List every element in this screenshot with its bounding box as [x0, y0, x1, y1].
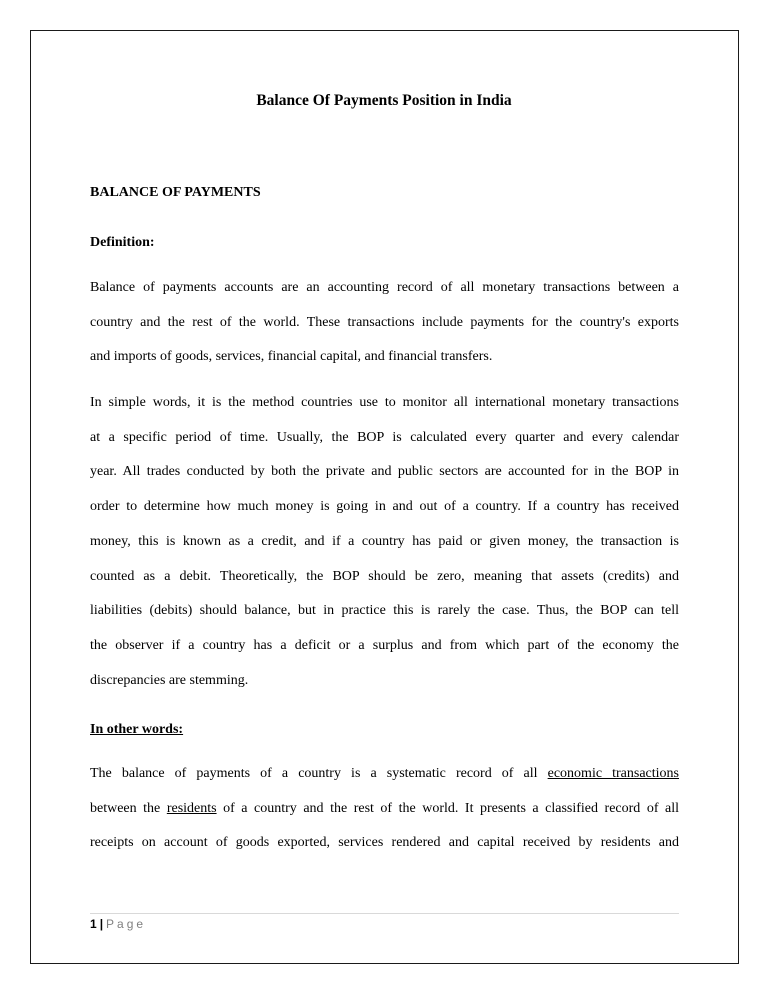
paragraph-line	[90, 792, 679, 827]
definition-heading: Definition:	[90, 235, 155, 250]
paragraph-line: In simple words, it is the method countries use to monitor all international monetary transactions	[90, 395, 679, 410]
text-fragment: The balance of payments of a country is a systematic record of all	[90, 766, 538, 781]
other-words-heading: In other words:	[90, 722, 184, 737]
residents-link[interactable]: residents	[166, 800, 217, 816]
paragraph-line: country and the rest of the world. These transactions include payments for the country's exports	[90, 314, 679, 330]
paragraph-line: year. All trades conducted by both the private and public sectors are accounted for in the BOP in	[90, 464, 679, 480]
paragraph-line: Balance of payments accounts are an accounting record of all monetary transactions between a	[90, 280, 679, 295]
definition-paragraph	[90, 271, 679, 375]
paragraph-line: receipts on account of goods exported, services rendered and capital received by residents and	[90, 835, 679, 851]
paragraph-line: liabilities (debits) should balance, but in practice this is rarely the case. Thus, the BOP can tell	[90, 603, 679, 619]
paragraph-line	[90, 757, 679, 792]
paragraph-line: discrepancies are stemming.	[90, 672, 249, 688]
paragraph-line: and imports of goods, services, financial capital, and financial transfers.	[90, 349, 493, 365]
page-number: 1	[90, 917, 97, 931]
text-fragment: of a country and the rest of the world. It presents a classified record of all	[223, 800, 680, 816]
text-fragment: between the	[90, 800, 161, 816]
footer-separator: |	[99, 917, 104, 931]
paragraph-line: the observer if a country has a deficit or a surplus and from which part of the economy the	[90, 637, 679, 653]
other-words-paragraph	[90, 757, 679, 861]
paragraph-line: at a specific period of time. Usually, the BOP is calculated every quarter and every calendar	[90, 429, 679, 445]
section-heading-balance-of-payments: BALANCE OF PAYMENTS	[90, 185, 261, 200]
paragraph-line: money, this is known as a credit, and if a country has paid or given money, the transaction is	[90, 533, 679, 549]
page-label: Page	[106, 917, 147, 931]
page-footer	[90, 916, 146, 932]
economic-transactions-link[interactable]: economic transactions	[547, 766, 679, 781]
paragraph-line: order to determine how much money is going in and out of a country. If a country has received	[90, 499, 679, 515]
paragraph-line: counted as a debit. Theoretically, the BOP should be zero, meaning that assets (credits) and	[90, 568, 679, 584]
simple-words-paragraph	[90, 386, 679, 698]
document-title: Balance Of Payments Position in India	[256, 92, 512, 109]
footer-divider	[90, 913, 679, 914]
